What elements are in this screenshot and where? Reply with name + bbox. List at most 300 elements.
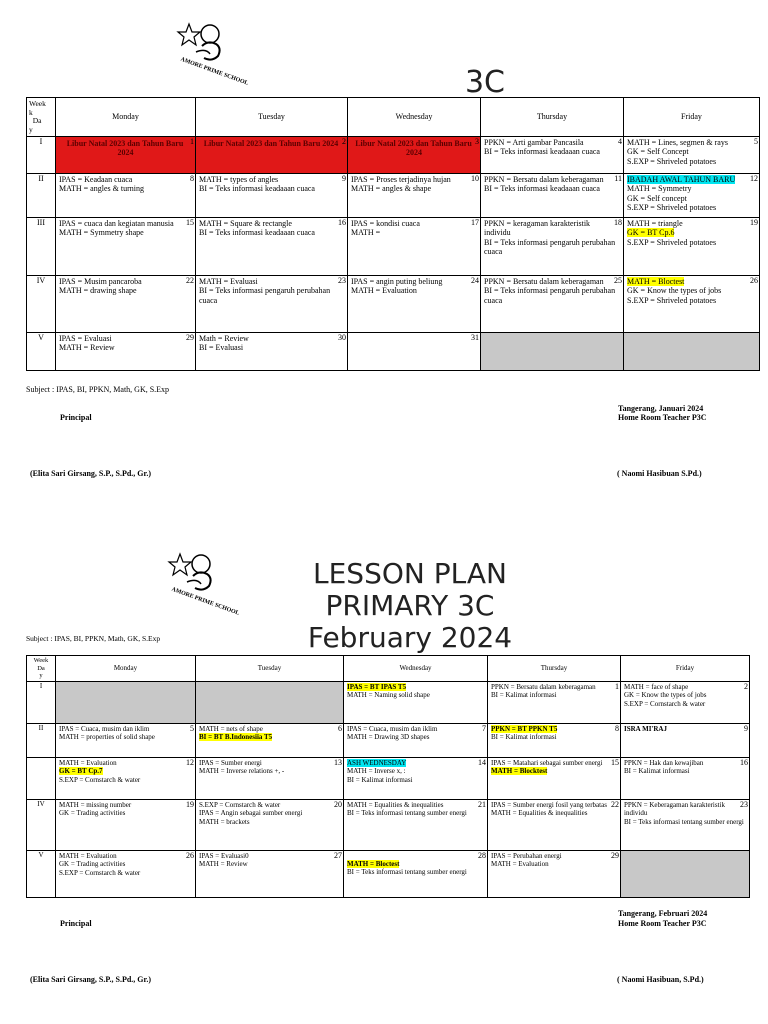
lesson-text: MATH = Evaluation <box>59 759 117 767</box>
lesson-list <box>621 851 749 852</box>
lesson-entry <box>491 852 620 860</box>
lesson-text: MATH = Symmetry shape <box>59 228 144 238</box>
lesson-text: BI = Teks informasi tentang sumber energi <box>624 817 744 826</box>
lesson-text: BI = Evaluasi <box>199 343 244 353</box>
lesson-list <box>56 174 195 194</box>
day-cell-friday <box>621 800 750 851</box>
day-cell-thursday <box>488 851 621 898</box>
lesson-entry <box>347 801 487 809</box>
day-cell-thursday <box>481 333 624 371</box>
date-number: 1 <box>615 682 619 691</box>
week-label: I <box>27 137 56 174</box>
lesson-text: BI = Teks informasi tentang sumber energi <box>347 809 467 818</box>
date-number: 9 <box>342 174 346 183</box>
week-row <box>27 800 750 851</box>
lesson-list <box>621 758 749 776</box>
teacher-name: ( Naomi Hasibuan S.Pd.) <box>617 469 702 478</box>
day-cell-tuesday <box>196 333 348 371</box>
lesson-text: MATH = Square & rectangle <box>199 219 292 228</box>
day-cell-friday <box>624 276 760 333</box>
day-cell-friday <box>624 137 760 174</box>
week-label: IV <box>27 800 56 851</box>
lesson-text: MATH = Drawing 3D shapes <box>347 733 430 742</box>
lesson-entry <box>199 860 343 868</box>
date-number: 20 <box>334 800 342 809</box>
lesson-text: MATH = <box>351 228 381 238</box>
lesson-entry <box>199 219 347 228</box>
lesson-list <box>196 682 343 683</box>
lesson-entry <box>199 767 343 775</box>
lesson-text: PPKN = Bersatu dalam keberagaman <box>491 683 596 691</box>
day-cell-monday <box>56 137 196 174</box>
lesson-list <box>196 218 347 238</box>
lesson-entry <box>59 852 195 860</box>
lesson-list <box>488 758 620 776</box>
date-number: 19 <box>186 800 194 809</box>
lesson-entry <box>347 852 487 860</box>
date-number: 28 <box>478 851 486 860</box>
lesson-entry <box>347 759 487 767</box>
lesson-entry <box>59 776 195 784</box>
lesson-entry <box>347 868 487 876</box>
date-number: 13 <box>334 758 342 767</box>
lesson-text: S.EXP = Shriveled potatoes <box>627 237 717 247</box>
day-cell-wednesday <box>348 137 481 174</box>
lesson-entry <box>59 277 195 286</box>
date-number: 8 <box>615 724 619 733</box>
lesson-entry <box>199 733 343 741</box>
lesson-entry <box>199 343 347 352</box>
lesson-text: IPAS = Proses terjadinya hujan <box>351 175 451 184</box>
february-calendar-table <box>26 655 750 898</box>
day-cell-monday <box>56 800 196 851</box>
lesson-entry <box>491 809 620 817</box>
week-label: IV <box>27 276 56 333</box>
lesson-entry <box>199 184 347 193</box>
day-cell-friday <box>624 174 760 218</box>
lesson-entry <box>59 869 195 877</box>
friday-header: Friday <box>624 98 760 137</box>
lesson-entry <box>627 184 759 193</box>
lesson-list <box>488 682 620 700</box>
date-number: 19 <box>750 218 758 227</box>
lesson-list <box>488 800 620 818</box>
date-number: 17 <box>471 218 479 227</box>
date-number: 12 <box>750 174 758 183</box>
date-number: 29 <box>186 333 194 342</box>
lesson-entry <box>351 286 480 295</box>
lesson-list <box>196 174 347 194</box>
lesson-entry <box>484 138 623 147</box>
lesson-entry <box>627 147 759 156</box>
thursday-header: Thursday <box>488 656 621 682</box>
lesson-list <box>196 333 347 353</box>
date-number: 5 <box>754 137 758 146</box>
day-cell-monday <box>56 174 196 218</box>
lesson-text: BI = BT B.Indonesiia T5 <box>199 733 273 742</box>
lesson-text: PPKN = Keberagaman karakteristik individu <box>624 801 725 818</box>
lesson-text: MATH = properties of solid shape <box>59 733 155 742</box>
day-cell-wednesday <box>344 851 488 898</box>
date-number: 26 <box>750 276 758 285</box>
lesson-text: IPAS = kondisi cuaca <box>351 219 420 228</box>
week-row <box>27 724 750 758</box>
lesson-text: MATH = Equalities & inequalities <box>491 809 588 818</box>
lesson-text: S.EXP = Shriveled potatoes <box>627 156 717 166</box>
week-day-header: Week Da y <box>27 656 56 682</box>
lesson-text: IPAS = Matahari sebagai sumber energi <box>491 759 603 767</box>
lesson-entry <box>347 776 487 784</box>
header-row <box>27 656 750 682</box>
week-row <box>27 174 760 218</box>
lesson-text: MATH = Evaluation <box>491 860 549 869</box>
logo-text: AMORE PRIME SCHOOL <box>179 56 249 87</box>
date-number: 1 <box>190 137 194 146</box>
school-logo-icon <box>167 548 240 617</box>
principal-label: Principal <box>60 919 92 928</box>
week-label: II <box>27 724 56 758</box>
lesson-text: PPKN = keragaman karakteristik individu <box>484 219 591 238</box>
lesson-text: MATH = brackets <box>199 817 250 826</box>
lesson-list <box>344 758 487 784</box>
lesson-list <box>624 333 759 334</box>
lesson-entry <box>199 809 343 817</box>
lesson-entry <box>351 184 480 193</box>
week-day-header: Week k Da y <box>27 98 56 137</box>
lesson-entry <box>627 228 759 237</box>
lesson-entry <box>491 683 620 691</box>
page-title: 3C <box>464 65 506 100</box>
lesson-entry <box>627 138 759 147</box>
lesson-text: BI = Teks informasi keadaaan cuaca <box>199 184 315 194</box>
lesson-text: MATH = Review <box>59 343 115 353</box>
lesson-text: MATH = angles & shape <box>351 184 432 194</box>
day-cell-friday <box>621 724 750 758</box>
lesson-list <box>481 218 623 257</box>
week-label: V <box>27 851 56 898</box>
place-date: Tangerang, Februari 2024 <box>618 909 708 918</box>
lesson-text: ISRA MI'RAJ <box>624 725 667 733</box>
lesson-text: S.EXP = Cornstarch & water <box>59 775 141 784</box>
day-cell-thursday <box>488 682 621 724</box>
day-cell-friday <box>621 851 750 898</box>
lesson-entry <box>59 343 195 352</box>
monday-header: Monday <box>56 98 196 137</box>
lesson-text: Libur Natal 2023 dan Tahun Baru 2024 <box>355 139 472 158</box>
lesson-list <box>481 333 623 334</box>
lesson-entry <box>59 733 195 741</box>
lesson-entry <box>624 767 749 775</box>
lesson-entry <box>59 767 195 775</box>
lesson-text: IPAS = Keadaan cuaca <box>59 175 133 184</box>
day-cell-tuesday <box>196 174 348 218</box>
lesson-list <box>488 851 620 869</box>
day-cell-tuesday <box>196 800 344 851</box>
lesson-entry <box>484 238 623 257</box>
day-cell-tuesday <box>196 758 344 800</box>
lesson-list <box>196 276 347 305</box>
lesson-list <box>348 137 480 158</box>
lesson-entry <box>624 725 749 733</box>
date-number: 2 <box>342 137 346 146</box>
lesson-entry <box>59 334 195 343</box>
day-cell-thursday <box>488 724 621 758</box>
lesson-entry <box>491 759 620 767</box>
lesson-list <box>348 218 480 238</box>
teacher-role: Home Room Teacher P3C <box>618 919 707 928</box>
week-label: III <box>27 218 56 276</box>
lesson-list <box>196 800 343 826</box>
date-number: 25 <box>614 276 622 285</box>
lesson-entry <box>624 759 749 767</box>
date-number: 24 <box>471 276 479 285</box>
lesson-text: GK = Self Concept <box>627 147 689 157</box>
lesson-text: MATH = Evaluation <box>351 286 417 296</box>
wednesday-header: Wednesday <box>348 98 481 137</box>
lesson-list <box>56 758 195 784</box>
lesson-text: MATH = Symmetry <box>627 184 692 194</box>
tuesday-header: Tuesday <box>196 98 348 137</box>
lesson-list <box>56 851 195 877</box>
date-number: 18 <box>614 218 622 227</box>
lesson-entry <box>491 860 620 868</box>
school-logo-icon <box>176 18 249 87</box>
date-number: 11 <box>614 174 622 183</box>
principal-name: (Elita Sari Girsang, S.P., S.Pd., Gr.) <box>30 469 151 478</box>
day-cell-wednesday <box>344 682 488 724</box>
day-cell-monday <box>56 682 196 724</box>
lesson-entry <box>627 157 759 166</box>
header-row <box>27 98 760 137</box>
lesson-entry <box>60 139 191 158</box>
lesson-plan-title-block <box>280 557 540 654</box>
date-number: 9 <box>744 724 748 733</box>
day-cell-wednesday <box>344 800 488 851</box>
day-cell-monday <box>56 851 196 898</box>
week-label: I <box>27 682 56 724</box>
day-cell-thursday <box>488 758 621 800</box>
lesson-entry <box>627 203 759 212</box>
lesson-entry <box>59 809 195 817</box>
week-row <box>27 218 760 276</box>
lesson-text: MATH = angles & turning <box>59 184 144 194</box>
lesson-entry <box>627 175 759 184</box>
day-cell-wednesday <box>344 758 488 800</box>
day-cell-wednesday <box>348 276 481 333</box>
lesson-list <box>56 333 195 353</box>
month-title: February 2024 <box>307 621 513 654</box>
lesson-list <box>348 276 480 296</box>
lesson-text: MATH = Bloctest <box>627 277 685 286</box>
date-number: 12 <box>186 758 194 767</box>
lesson-entry <box>347 683 487 691</box>
day-cell-friday <box>624 218 760 276</box>
lesson-list <box>344 724 487 742</box>
tuesday-header: Tuesday <box>196 656 344 682</box>
lesson-entry <box>351 219 480 228</box>
day-cell-thursday <box>481 276 624 333</box>
lesson-text: GK = Know the types of jobs <box>627 286 722 296</box>
lesson-text: S.EXP = Cornstarch & water <box>59 868 141 877</box>
lesson-list <box>481 137 623 157</box>
lesson-entry <box>199 818 343 826</box>
date-number: 3 <box>475 137 479 146</box>
lesson-list <box>344 682 487 700</box>
date-number: 23 <box>338 276 346 285</box>
lesson-list <box>624 218 759 247</box>
lesson-text: PPKN = Bersatu dalam keberagaman <box>484 175 604 184</box>
lesson-entry <box>199 759 343 767</box>
lesson-list <box>56 137 195 158</box>
lesson-text: IPAS = Cuaca, musim dan iklim <box>347 725 438 733</box>
week-label <box>27 758 56 800</box>
lesson-text: MATH = Lines, segmen & rays <box>627 138 728 147</box>
lesson-text: Libur Natal 2023 dan Tahun Baru 2024 <box>203 139 339 148</box>
lesson-entry <box>200 139 343 148</box>
lesson-entry <box>627 286 759 295</box>
lesson-text: IBADAH AWAL TAHUN BARU <box>627 175 736 184</box>
date-number: 22 <box>611 800 619 809</box>
place-date: Tangerang, Januari 2024 <box>618 404 704 413</box>
day-cell-thursday <box>481 218 624 276</box>
lesson-text: IPAS = BT IPAS T5 <box>347 683 407 691</box>
lesson-text: BI = Kalimat informasi <box>347 775 413 784</box>
date-number: 29 <box>611 851 619 860</box>
lesson-entry <box>59 801 195 809</box>
lesson-entry <box>59 725 195 733</box>
lesson-text: BI = Teks informasi pengaruh perubahan cuaca <box>484 286 616 305</box>
lesson-text: MATH = drawing shape <box>59 286 137 296</box>
lesson-entry <box>484 286 623 305</box>
date-number: 8 <box>190 174 194 183</box>
lesson-text: MATH = Review <box>199 860 248 869</box>
lesson-entry <box>484 147 623 156</box>
lesson-text: IPAS = Evaluasi0 <box>199 852 249 860</box>
lesson-entry <box>199 175 347 184</box>
lesson-entry <box>59 759 195 767</box>
lesson-entry <box>624 700 749 708</box>
lesson-text: IPAS = Angin sebagai sumber energi <box>199 809 303 818</box>
date-number: 14 <box>478 758 486 767</box>
day-cell-wednesday <box>348 174 481 218</box>
lesson-text: BI = Kalimat informasi <box>491 691 557 700</box>
lesson-text: MATH = face of shape <box>624 683 689 691</box>
lesson-list <box>348 174 480 194</box>
lesson-list <box>196 851 343 869</box>
lesson-text: MATH = Inverse x, : <box>347 767 406 776</box>
day-cell-wednesday <box>348 218 481 276</box>
lesson-text: GK = BT Cp.7 <box>59 767 103 776</box>
lesson-text: MATH = triangle <box>627 219 683 228</box>
lesson-entry <box>199 277 347 286</box>
date-number: 23 <box>740 800 748 809</box>
day-cell-thursday <box>488 800 621 851</box>
thursday-header: Thursday <box>481 98 624 137</box>
day-cell-wednesday <box>348 333 481 371</box>
lesson-entry <box>59 286 195 295</box>
lesson-entry <box>59 175 195 184</box>
date-number: 16 <box>740 758 748 767</box>
lesson-list <box>621 682 749 708</box>
lesson-entry <box>627 277 759 286</box>
lesson-list <box>488 724 620 742</box>
lesson-entry <box>484 184 623 193</box>
week-row <box>27 137 760 174</box>
week-label: II <box>27 174 56 218</box>
date-number: 27 <box>334 851 342 860</box>
lesson-entry <box>484 219 623 238</box>
week-row <box>27 276 760 333</box>
lesson-list <box>621 800 749 826</box>
lesson-text: MATH = Blocktest <box>491 767 548 776</box>
lesson-text: IPAS = Musim pancaroba <box>59 277 142 286</box>
subject-list: Subject : IPAS, BI, PPKN, Math, GK, S.Exp <box>26 634 161 643</box>
lesson-text: MATH = Equalities & inequalities <box>347 801 444 809</box>
day-cell-monday <box>56 758 196 800</box>
lesson-text: Libur Natal 2023 dan Tahun Baru 2024 <box>66 139 184 158</box>
lesson-list <box>621 724 749 733</box>
lesson-text: BI = Teks informasi tentang sumber energi <box>347 868 467 877</box>
lesson-list <box>344 851 487 877</box>
lesson-text: PPKN = Bersatu dalam keberagaman <box>484 277 604 286</box>
lesson-text: PPKN = BT PPKN T5 <box>491 725 558 733</box>
lesson-entry <box>59 219 195 228</box>
date-number: 7 <box>482 724 486 733</box>
teacher-role: Home Room Teacher P3C <box>618 413 707 422</box>
lesson-text: BI = Kalimat informasi <box>491 733 557 742</box>
lesson-list <box>196 137 347 148</box>
lesson-text: BI = Teks informasi keadaaan cuaca <box>199 228 315 238</box>
date-number: 10 <box>471 174 479 183</box>
date-number: 5 <box>190 724 194 733</box>
date-number: 16 <box>338 218 346 227</box>
lesson-entry <box>627 296 759 305</box>
week-label: V <box>27 333 56 371</box>
lesson-text: PPKN = Arti gambar Pancasila <box>484 138 584 147</box>
week-row <box>27 333 760 371</box>
date-number: 4 <box>618 137 622 146</box>
lesson-text: IPAS = Cuaca, musim dan iklim <box>59 725 150 733</box>
lesson-text: IPAS = Evaluasi <box>59 334 112 343</box>
date-number: 21 <box>478 800 486 809</box>
lesson-text: GK = Trading activities <box>59 809 126 818</box>
monday-header: Monday <box>56 656 196 682</box>
lesson-text: BI = Kalimat informasi <box>624 767 690 776</box>
lesson-entry <box>627 238 759 247</box>
lesson-text: MATH = Naming solid shape <box>347 691 430 700</box>
lesson-list <box>56 218 195 238</box>
lesson-text: MATH = Inverse relations +, - <box>199 767 285 776</box>
lesson-entry <box>491 801 620 809</box>
lesson-text: BI = Teks informasi keadaaan cuaca <box>484 184 600 194</box>
lesson-text: S.EXP = Cornstarch & water <box>199 801 281 809</box>
principal-name: (Elita Sari Girsang, S.P., S.Pd., Gr.) <box>30 975 151 984</box>
lesson-text: MATH = Evaluation <box>59 852 117 860</box>
date-number: 30 <box>338 333 346 342</box>
lesson-entry <box>491 767 620 775</box>
day-cell-friday <box>624 333 760 371</box>
day-cell-tuesday <box>196 137 348 174</box>
lesson-text: IPAS = angin puting beliung <box>351 277 443 286</box>
date-number: 26 <box>186 851 194 860</box>
day-cell-tuesday <box>196 218 348 276</box>
lesson-text: GK = Self concept <box>627 193 687 203</box>
lesson-list <box>56 800 195 818</box>
lesson-list <box>481 174 623 194</box>
lesson-list <box>196 758 343 776</box>
lesson-entry <box>484 277 623 286</box>
friday-header: Friday <box>621 656 750 682</box>
